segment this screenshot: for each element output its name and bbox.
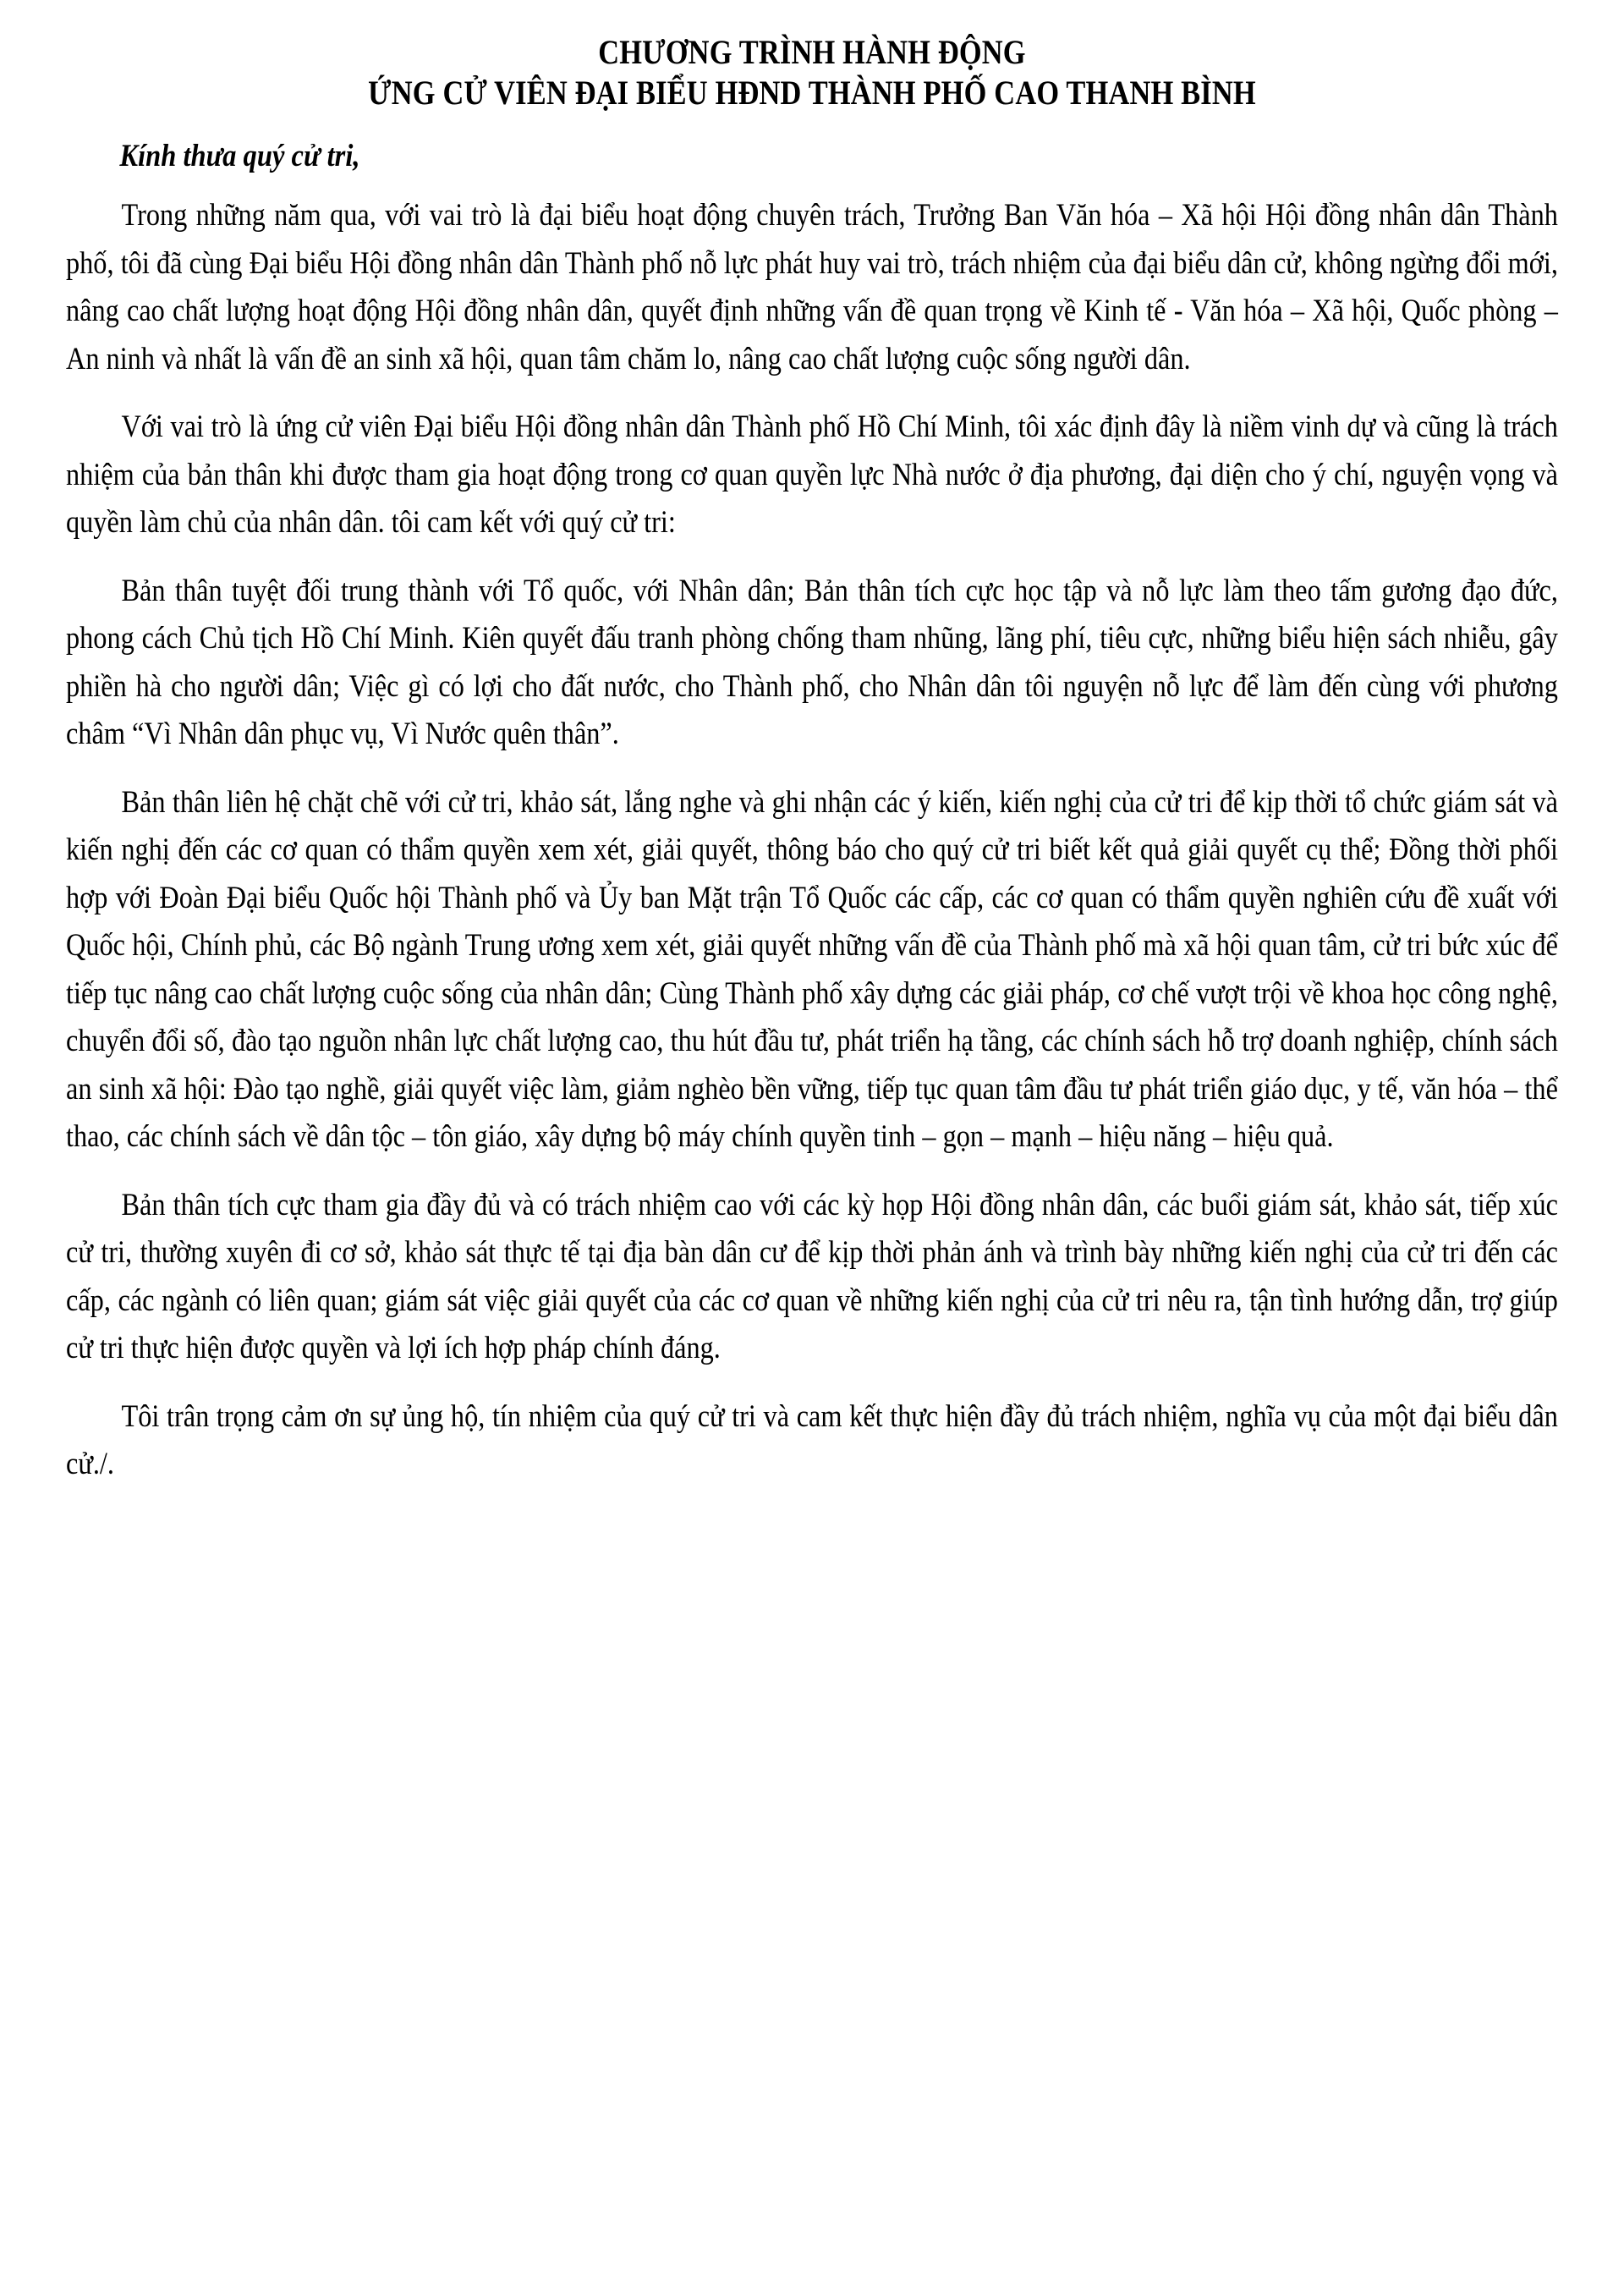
paragraph-5: Bản thân tích cực tham gia đầy đủ và có trách nhiệm cao với các kỳ họp Hội đồng nhân dân, các buổi giám sát, khảo sát, tiếp xúc cử tri, thường xuyên đi cơ sở, khảo sát thực tế tại địa bàn dân cư để kịp thời phản ánh và trình bày những kiến nghị của cử tri đến các cấp, các ngành có liên quan; giám sát việc giải quyết của các cơ quan về những kiến nghị của cử tri nêu ra, tận tình hướng dẫn, trợ giúp cử tri thực hiện được quyền và lợi ích hợp pháp chính đáng. [66,1186,1558,1365]
greeting-salutation: Kính thưa quý cử tri, [119,139,360,173]
paragraph-3: Bản thân tuyệt đối trung thành với Tổ quốc, với Nhân dân; Bản thân tích cực học tập và nỗ lực làm theo tấm gương đạo đức, phong cách Chủ tịch Hồ Chí Minh. Kiên quyết đấu tranh phòng chống tham nhũng, lãng phí, tiêu cực, những biểu hiện sách nhiễu, gây phiền hà cho người dân; Việc gì có lợi cho đất nước, cho Thành phố, cho Nhân dân tôi nguyện nỗ lực để làm đến cùng với phương châm “Vì Nhân dân phục vụ, Vì Nước quên thân”. [66,572,1558,750]
paragraph-6: Tôi trân trọng cảm ơn sự ủng hộ, tín nhiệm của quý cử tri và cam kết thực hiện đầy đủ trách nhiệm, nghĩa vụ của một đại biểu dân cử./. [66,1398,1558,1480]
paragraph-4: Bản thân liên hệ chặt chẽ với cử tri, khảo sát, lắng nghe và ghi nhận các ý kiến, kiến nghị của cử tri để kịp thời tổ chức giám sát và kiến nghị đến các cơ quan có thẩm quyền xem xét, giải quyết, thông báo cho quý cử tri biết kết quả giải quyết cụ thể; Đồng thời phối hợp với Đoàn Đại biểu Quốc hội Thành phố và Ủy ban Mặt trận Tổ Quốc các cấp, các cơ quan có thẩm quyền nghiên cứu đề xuất với Quốc hội, Chính phủ, các Bộ ngành Trung ương xem xét, giải quyết những vấn đề của Thành phố mà xã hội quan tâm, cử tri bức xúc để tiếp tục nâng cao chất lượng cuộc sống của nhân dân; Cùng Thành phố xây dựng các giải pháp, cơ chế vượt trội về khoa học công nghệ, chuyển đổi số, đào tạo nguồn nhân lực chất lượng cao, thu hút đầu tư, phát triển hạ tầng, các chính sách hỗ trợ doanh nghiệp, chính sách an sinh xã hội: Đào tạo nghề, giải quyết việc làm, giảm nghèo bền vững, tiếp tục quan tâm đầu tư phát triển giáo dục, y tế, văn hóa – thể thao, các chính sách về dân tộc – tôn giáo, xây dựng bộ máy chính quyền tinh – gọn – mạnh – hiệu năng – hiệu quả. [66,783,1558,1153]
document-title-block [66,32,1558,113]
document-body [66,191,1558,1488]
title-line-2: ỨNG CỬ VIÊN ĐẠI BIỂU HĐND THÀNH PHỐ CAO THANH BÌNH [368,74,1256,112]
paragraph-2: Với vai trò là ứng cử viên Đại biểu Hội đồng nhân dân Thành phố Hồ Chí Minh, tôi xác định đây là niềm vinh dự và cũng là trách nhiệm của bản thân khi được tham gia hoạt động trong cơ quan quyền lực Nhà nước ở địa phương, đại diện cho ý chí, nguyện vọng và quyền làm chủ của nhân dân. tôi cam kết với quý cử tri: [66,409,1558,539]
paragraph-1: Trong những năm qua, với vai trò là đại biểu hoạt động chuyên trách, Trưởng Ban Văn hóa – Xã hội Hội đồng nhân dân Thành phố, tôi đã cùng Đại biểu Hội đồng nhân dân Thành phố nỗ lực phát huy vai trò, trách nhiệm của đại biểu dân cử, không ngừng đổi mới, nâng cao chất lượng hoạt động Hội đồng nhân dân, quyết định những vấn đề quan trọng về Kinh tế - Văn hóa – Xã hội, Quốc phòng – An ninh và nhất là vấn đề an sinh xã hội, quan tâm chăm lo, nâng cao chất lượng cuộc sống người dân. [66,197,1558,376]
title-line-1: CHƯƠNG TRÌNH HÀNH ĐỘNG [598,33,1026,71]
